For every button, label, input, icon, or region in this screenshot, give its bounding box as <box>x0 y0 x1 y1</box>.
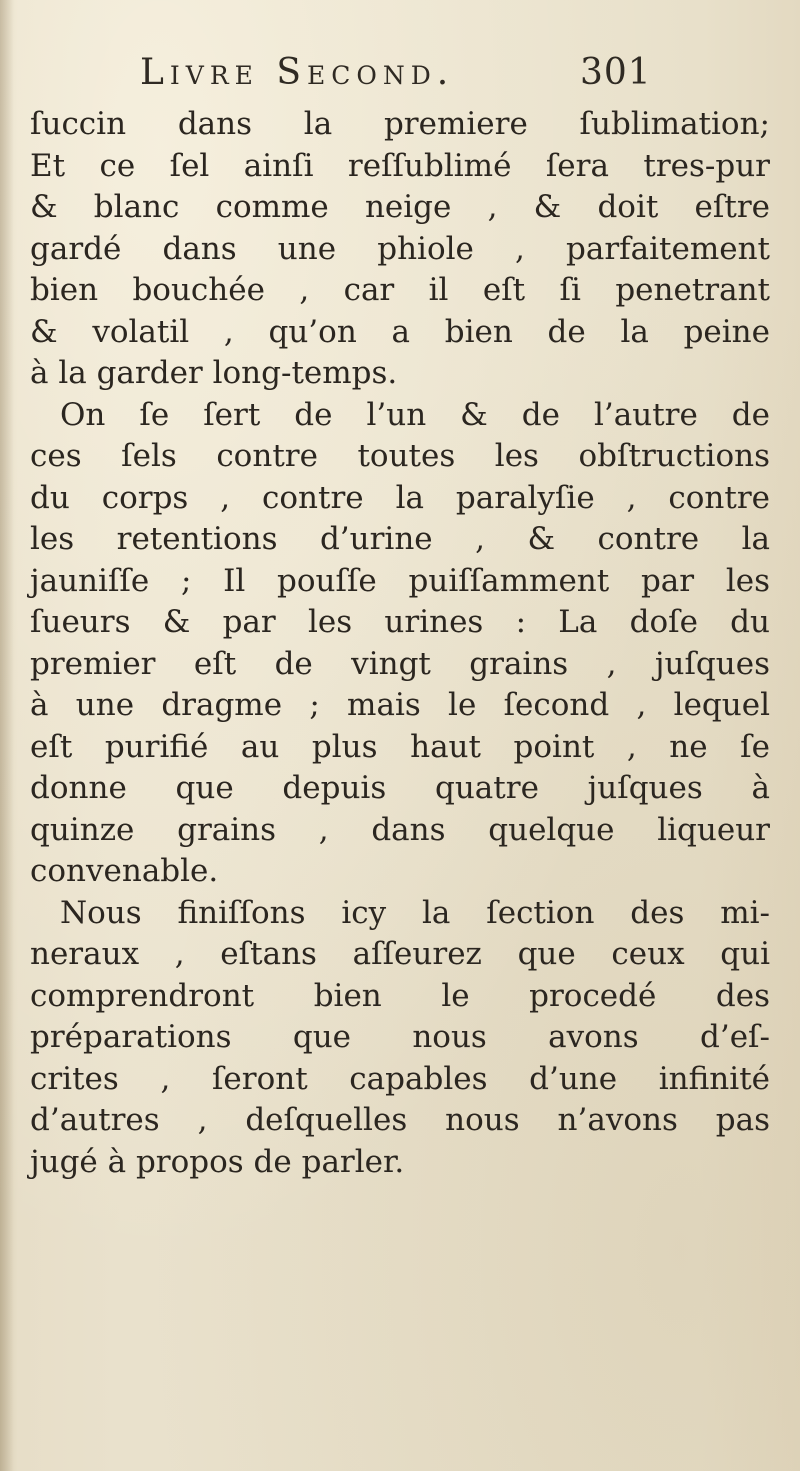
text-line: d’autres , deſquelles nous n’avons pas <box>30 1102 770 1138</box>
text-line: eſt purifié au plus haut point , ne ſe <box>30 728 770 765</box>
text-line: gardé dans une phiole , parfaitement <box>30 230 770 267</box>
text-line: premier eſt de vingt grains , juſques <box>30 645 770 682</box>
text-line: jauniſſe ; Il pouſſe puiſſamment par les <box>30 562 770 599</box>
text-line: bien bouchée , car il eſt ſi penetrant <box>30 272 770 308</box>
text-line: donne que depuis quatre juſques à <box>30 770 770 806</box>
text-line: & blanc comme neige , & doit eſtre <box>30 189 770 225</box>
text-line: On ſe ſert de l’un & de l’autre de <box>60 396 770 433</box>
text-line: ſueurs & par les urines : La doſe du <box>30 604 770 640</box>
text-line: Et ce ſel ainſi reſſublimé ſera tres-pur <box>30 147 770 184</box>
page-number: 301 <box>580 52 652 93</box>
text-line: quinze grains , dans quelque liqueur <box>30 811 770 848</box>
page-gutter-shadow <box>0 0 14 1471</box>
text-line: convenable. <box>30 853 219 889</box>
text-line: neraux , eſtans aſſeurez que ceux qui <box>30 936 770 972</box>
text-line: jugé à propos de parler. <box>30 1143 405 1180</box>
text-line: Nous finiſſons icy la ſection des mi- <box>60 894 770 931</box>
text-line: les retentions d’urine , & contre la <box>30 521 770 557</box>
text-line: à une dragme ; mais le ſecond , lequel <box>30 687 770 723</box>
text-line: ſuccin dans la premiere ſublimation; <box>30 106 770 142</box>
text-line: comprendront bien le procedé des <box>30 977 770 1014</box>
text-line: ces ſels contre toutes les obſtructions <box>30 438 770 474</box>
running-head-title: Livre Second. <box>140 52 455 93</box>
text-line: préparations que nous avons d’eſ- <box>30 1019 770 1055</box>
text-line: & volatil , qu’on a bien de la peine <box>30 313 770 350</box>
text-line: à la garder long-temps. <box>30 355 398 391</box>
running-head <box>0 52 800 102</box>
text-line: du corps , contre la paralyſie , contre <box>30 479 770 516</box>
text-line: crites , ſeront capables d’une infinité <box>30 1060 770 1097</box>
body-text <box>30 104 770 1183</box>
